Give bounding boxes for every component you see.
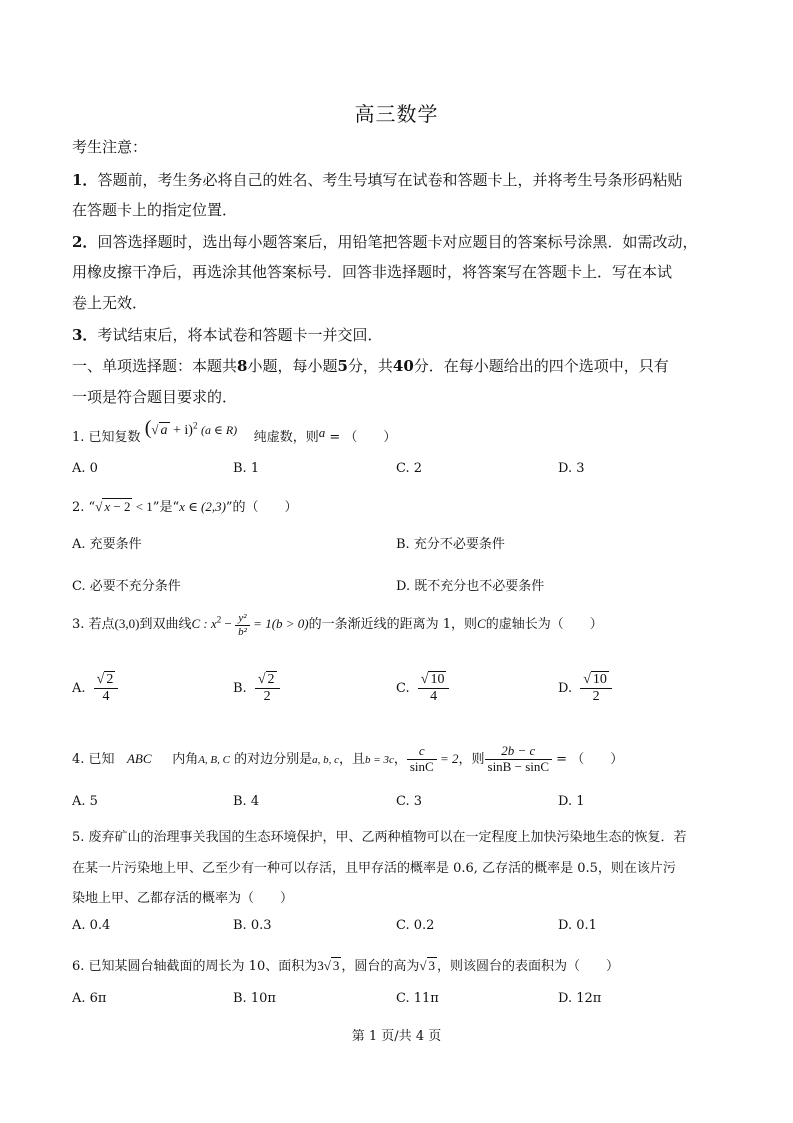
q2-option-b: B. 充分不必要条件 [396, 537, 505, 552]
q2-option-d: D. 既不充分也不必要条件 [396, 579, 545, 594]
radicand: 10 [592, 672, 607, 687]
point: (3,0) [114, 616, 140, 632]
section-points-total: 40 [392, 357, 414, 375]
sqrt-sign: √ [419, 958, 427, 973]
question-5-line-1: 5. 废弃矿山的治理事关我国的生态环境保护，甲、乙两种植物可以在一定程度上加快污染地生态的恢复．若 [72, 830, 687, 845]
question-3-text: 3. 若点 [72, 617, 115, 633]
q1-option-b: B. 1 [233, 461, 260, 476]
numerator: y² [235, 612, 250, 626]
denominator: b² [238, 625, 247, 638]
q5-option-b: B. 0.3 [233, 918, 272, 933]
q6-option-a: A. 6π [72, 991, 107, 1006]
denominator: 2 [263, 689, 271, 705]
q1-option-c: C. 2 [396, 461, 423, 476]
expression-part: C : x [191, 616, 217, 632]
notice-heading: 考生注意： [72, 138, 148, 156]
notice-item-2-number: 2． [72, 233, 98, 251]
option-value [94, 672, 119, 705]
question-4-text: ，且 [339, 751, 366, 767]
question-2-text: ”的（ ） [225, 500, 298, 515]
notice-item-3-number: 3． [72, 326, 98, 344]
question-1-text: 纯虚数，则 [253, 430, 319, 445]
question-6-text: ，则该圆台的表面积为（ ） [437, 959, 620, 974]
condition: (a ∈ R) [200, 423, 238, 437]
triangle: ABC [126, 750, 152, 766]
denominator: 2 [592, 689, 600, 705]
notice-item-1 [72, 169, 682, 190]
expression-part: < 1 [132, 499, 153, 514]
notice-item-2 [72, 231, 697, 252]
option-label: A. [72, 681, 86, 697]
option-value [580, 672, 612, 705]
radicand: 3 [332, 958, 340, 973]
q6-option-d: D. 12π [558, 991, 602, 1006]
condition: x ∈ (2,3) [179, 499, 226, 514]
denominator: sinC [409, 758, 434, 774]
section-heading-line-2: 一项是符合题目要求的． [72, 388, 238, 406]
option-label: D. [558, 681, 573, 697]
option-label: B. [233, 681, 247, 697]
q6-option-b: B. 10π [233, 991, 276, 1006]
question-1-text: 1. 已知复数 [72, 430, 141, 445]
q4-option-a: A. 5 [72, 794, 98, 809]
numerator: c [407, 744, 437, 760]
notice-item-2-line-1: 回答选择题时，选出每小题答案后，用铅笔把答题卡对应题目的答案标号涂黑．如需改动， [97, 233, 698, 251]
expression-part: − 2 [110, 499, 131, 514]
q5-option-a: A. 0.4 [72, 918, 111, 933]
section-heading-text: 分．在每小题给出的四个选项中，只有 [413, 357, 669, 375]
coefficient: 3 [317, 958, 324, 973]
radicand: 2 [106, 672, 114, 687]
sqrt-sign: √ [583, 672, 591, 687]
radicand: a [160, 423, 168, 438]
question-1-expression [144, 417, 238, 439]
fraction [407, 744, 437, 775]
sqrt-sign: √ [257, 672, 266, 687]
question-6 [72, 955, 619, 974]
section-points-each: 5 [337, 357, 348, 375]
q5-option-c: C. 0.2 [396, 918, 435, 933]
question-4-text: 内角 [172, 751, 199, 767]
q2-option-a: A. 充要条件 [72, 537, 142, 552]
option-value [418, 672, 450, 705]
area-value [317, 957, 341, 973]
expression-part: = 1(b > 0) [249, 616, 309, 632]
question-4-text: ， [393, 751, 407, 767]
radicand: 10 [430, 672, 445, 687]
paren: ( [144, 417, 152, 439]
radicand: 2 [267, 672, 275, 687]
denominator: 4 [102, 689, 110, 705]
sqrt-sign: √ [95, 499, 103, 514]
fraction [235, 612, 250, 638]
sqrt-sign: √ [151, 422, 159, 437]
expression-part: = 2 [436, 750, 459, 766]
question-3 [72, 612, 603, 638]
sqrt-sign: √ [323, 958, 331, 973]
denominator: 4 [430, 689, 438, 705]
question-3-text: 的虚轴长为（ ） [485, 617, 603, 633]
sides: a, b, c [312, 753, 340, 766]
question-5-line-2: 在某一片污染地上甲、乙至少有一种可以存活，且甲存活的概率是 0.6, 乙存活的概率是 0.5，则在该片污 [72, 861, 676, 876]
question-2-text: ”是“ [152, 500, 180, 515]
question-4-text: = （ ） [552, 751, 624, 767]
question-4-text: 4. 已知 [72, 751, 115, 767]
radicand: 3 [428, 958, 436, 973]
q4-option-c: C. 3 [396, 794, 423, 809]
q3-option-b [233, 672, 280, 705]
q3-option-d [558, 672, 612, 705]
question-1-text: = （ ） [325, 430, 397, 445]
notice-item-2-line-3: 卷上无效． [72, 294, 148, 312]
notice-item-1-line-1: 答题前，考生务必将自己的姓名、考生号填写在试卷和答题卡上，并将考生号条形码粘贴 [97, 171, 683, 189]
q1-option-d: D. 3 [558, 461, 585, 476]
question-6-text: ，圆台的高为 [341, 959, 420, 974]
question-2 [72, 496, 298, 515]
section-heading-text: 小题，每小题 [247, 357, 338, 375]
numerator: 2b − c [485, 744, 553, 760]
question-5-line-3: 染地上甲、乙都存活的概率为（ ） [72, 891, 294, 906]
expression-part: + i) [169, 423, 193, 438]
notice-item-2-line-2: 用橡皮擦干净后，再选涂其他答案标号．回答非选择题时，将答案写在答题卡上．写在本试 [72, 263, 673, 281]
question-2-text: 2. “ [72, 500, 96, 515]
fraction [485, 744, 553, 775]
hyperbola-equation [191, 612, 309, 638]
question-1 [72, 417, 397, 447]
variable: a [318, 425, 326, 440]
question-4-text: 的对边分别是 [234, 751, 313, 767]
question-3-text: 的一条渐近线的距离为 1，则 [308, 617, 478, 633]
sqrt-sign: √ [96, 672, 105, 687]
page-footer: 第 1 页/共 4 页 [351, 1029, 442, 1044]
angles: A, B, C [198, 753, 230, 766]
question-4 [72, 744, 623, 775]
section-heading-text: 一、单项选择题：本题共 [72, 357, 238, 375]
question-2-expression [95, 498, 153, 514]
section-heading [72, 355, 669, 376]
question-6-text: 6. 已知某圆台轴截面的周长为 10、面积为 [72, 959, 318, 974]
notice-item-3-line-1: 考试结束后，将本试卷和答题卡一并交回． [97, 326, 383, 344]
section-question-count: 8 [237, 357, 248, 375]
q3-option-c [396, 672, 449, 705]
q3-option-a [72, 672, 118, 705]
variable: x [104, 499, 111, 514]
q2-option-c: C. 必要不充分条件 [72, 579, 181, 594]
denominator: sinB − sinC [487, 758, 550, 774]
expression-part: − [221, 616, 236, 632]
notice-item-1-number: 1． [72, 171, 98, 189]
condition: b = 3c [365, 753, 394, 766]
option-value [255, 672, 280, 705]
q4-option-d: D. 1 [558, 794, 585, 809]
sqrt-sign: √ [420, 672, 429, 687]
height-value [419, 957, 437, 973]
notice-item-3 [72, 324, 382, 345]
page-title: 高三数学 [354, 102, 439, 126]
q4-option-b: B. 4 [233, 794, 260, 809]
q5-option-d: D. 0.1 [558, 918, 597, 933]
exponent: 2 [216, 614, 222, 625]
question-4-text: ，则 [458, 751, 485, 767]
notice-item-1-line-2: 在答题卡上的指定位置． [72, 201, 238, 219]
option-label: C. [396, 681, 410, 697]
variable: C [477, 616, 486, 632]
q1-option-a: A. 0 [72, 461, 98, 476]
section-heading-text: 分，共 [347, 357, 393, 375]
q6-option-c: C. 11π [396, 991, 439, 1006]
question-3-text: 到双曲线 [139, 617, 192, 633]
exponent: 2 [192, 420, 198, 431]
